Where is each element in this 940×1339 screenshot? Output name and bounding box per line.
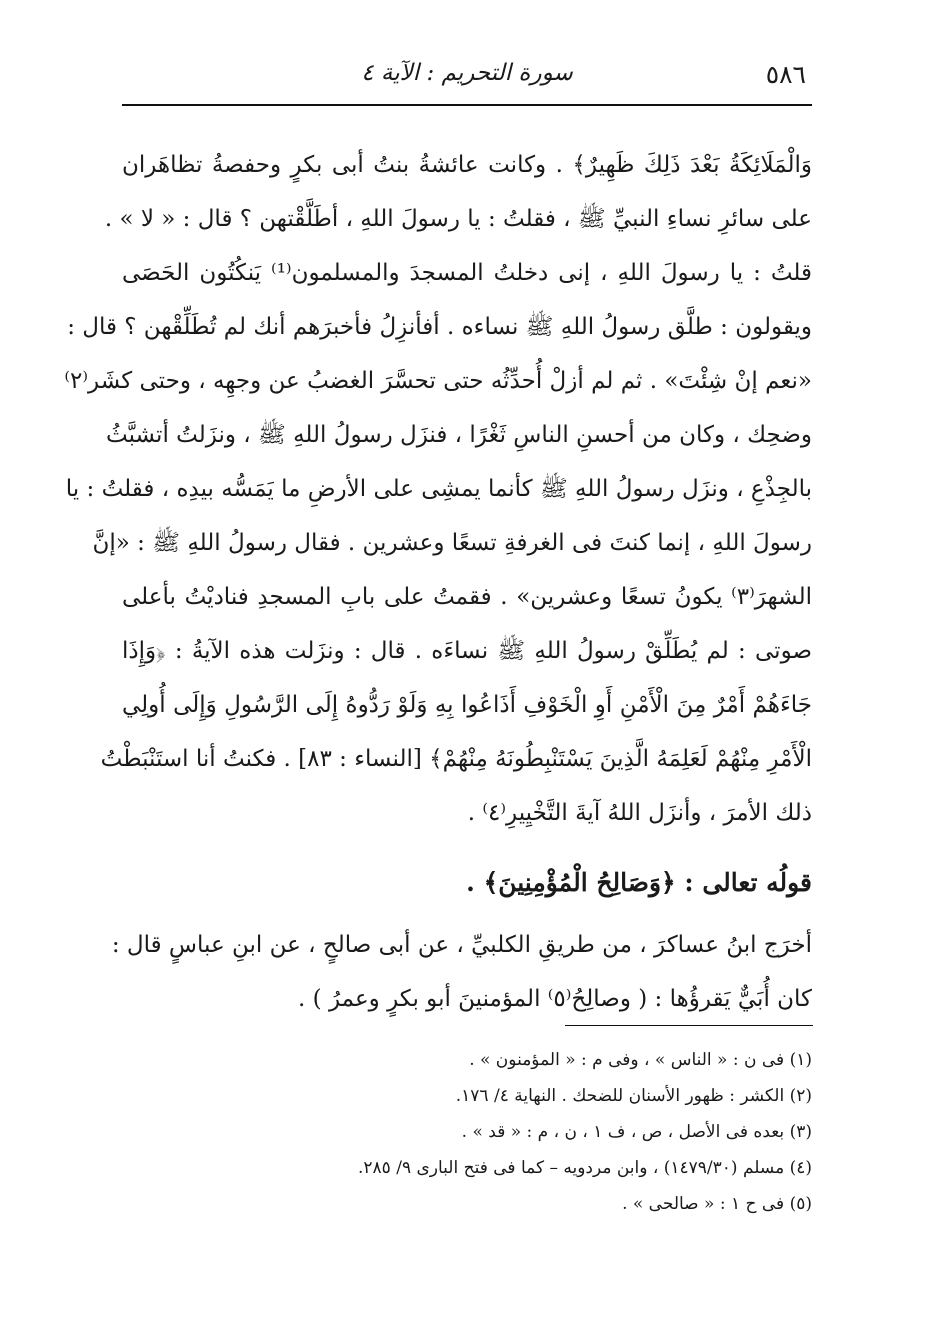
text-line: قلتُ : يا رسولَ اللهِ ، إنى دخلتُ المسجدَ والمسلمون⁽¹⁾ يَنكُتُون الحَصَى (122, 260, 813, 286)
text-line: جَاءَهُمْ أَمْرٌ مِنَ الْأَمْنِ أَوِ الْخَوْفِ أَذَاعُوا بِهِ وَلَوْ رَدُّوهُ إِلَى الرَّسُولِ وَإِلَى أُولِي (122, 692, 812, 718)
footnote: (٤) مسلم (١٤٧٩/٣٠) ، وابن مردويه – كما فى فتح البارى ٩/ ٢٨٥. (357, 1158, 812, 1178)
text-line: الشهرَ⁽٣⁾ يكونُ تسعًا وعشرين» . فقمتُ على بابِ المسجدِ فناديْتُ بأعلى (122, 584, 812, 610)
text-line: وَالْمَلَائِكَةُ بَعْدَ ذَلِكَ ظَهِيرٌ﴾ . وكانت عائشةُ بنتُ أبى بكرٍ وحفصةُ تظاهَران (122, 152, 812, 178)
section-heading: قولُه تعالى : ﴿وَصَالِحُ الْمُؤْمِنِينَ﴾ . (466, 868, 812, 897)
footnote: (١) فى ن : « الناس » ، وفى م : « المؤمنون » . (469, 1050, 812, 1070)
text-line: بالجِذْعِ ، ونزَل رسولُ اللهِ ﷺ كأنما يمشِى على الأرضِ ما يَمَسُّه بيدِه ، فقلتُ : يا (65, 476, 812, 502)
text-line: أخرَج ابنُ عساكرَ ، من طريقِ الكلبيِّ ، عن أبى صالحٍ ، عن ابنِ عباسٍ قال : (111, 932, 812, 958)
text-line: كان أُبَيٌّ يَقرؤُها : ( وصالِحُ⁽٥⁾ المؤمنينَ أبو بكرٍ وعمرُ ) . (298, 986, 812, 1012)
text-line: ويقولون : طلَّق رسولُ اللهِ ﷺ نساءه . أفأنزِلُ فأخبرَهم أنك لم تُطَلِّقْهن ؟ قال : (67, 314, 812, 340)
text-line: على سائرِ نساءِ النبيِّ ﷺ ، فقلتُ : يا رسولَ اللهِ ، أطَلَّقْتهن ؟ قال : « لا » . (104, 206, 812, 232)
text-line: «نعم إنْ شِئْتَ» . ثم لم أزلْ أُحدِّثُه حتى تحسَّرَ الغضبُ عن وجهِه ، وحتى كشَر⁽٢⁾ (64, 368, 812, 394)
page-number: ٥٨٦ (765, 60, 806, 89)
main-text (64, 138, 813, 1026)
footnote: (٢) الكشر : ظهور الأسنان للضحك . النهاية ٤/ ١٧٦. (455, 1086, 812, 1106)
header-rule (122, 104, 812, 106)
footnote-separator (565, 1025, 813, 1026)
text-line: وضحِك ، وكان من أحسنِ الناسِ ثَغْرًا ، فنزَل رسولُ اللهِ ﷺ ، ونزَلتُ أتشبَّثُ (106, 422, 812, 448)
footnotes (122, 1042, 812, 1222)
running-title: سورة التحريم : الآية ٤ (361, 60, 573, 86)
text-line: صوتى : لم يُطَلِّقْ رسولُ اللهِ ﷺ نساءَه . قال : ونزَلت هذه الآيةُ : ﴿وَإِذَا (122, 638, 812, 664)
page-header (122, 56, 812, 96)
footnote: (٥) فى ح ١ : « صالحى » . (622, 1194, 812, 1214)
text-line: الْأَمْرِ مِنْهُمْ لَعَلِمَهُ الَّذِينَ يَسْتَنْبِطُونَهُ مِنْهُمْ﴾ [النساء : ٨٣] . فكنتُ أنا استَنْبَطْتُ (100, 746, 812, 772)
text-line: ذلك الأمرَ ، وأنزَل اللهُ آيةَ التَّخْيِيرِ⁽٤⁾ . (467, 800, 812, 826)
text-line: رسولَ اللهِ ، إنما كنتَ فى الغرفةِ تسعًا وعشرين . فقال رسولُ اللهِ ﷺ : «إنَّ (92, 530, 812, 556)
footnote: (٣) بعده فى الأصل ، ص ، ف ١ ، ن ، م : « قد » . (461, 1122, 812, 1142)
